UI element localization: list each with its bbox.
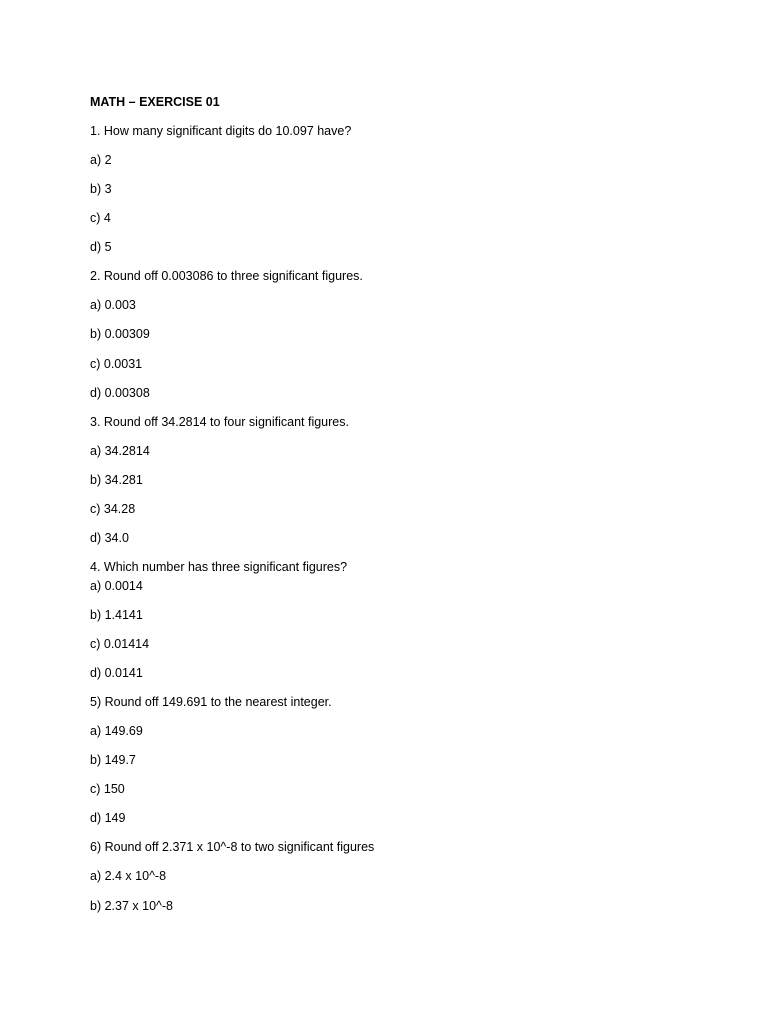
question-2-option-c: c) 0.0031 [90,357,143,371]
question-6-option-a: a) 2.4 x 10^-8 [90,869,167,883]
question-5-option-d: d) 149 [90,811,126,825]
question-1-text: 1. How many significant digits do 10.097 have? [90,124,352,138]
document-title: MATH – EXERCISE 01 [90,95,220,109]
question-3-option-c: c) 34.28 [90,502,136,516]
question-4-option-d: d) 0.0141 [90,666,143,680]
question-6-option-b: b) 2.37 x 10^-8 [90,899,173,913]
question-2-option-a: a) 0.003 [90,298,136,312]
question-2-option-d: d) 0.00308 [90,386,150,400]
question-2-text: 2. Round off 0.003086 to three significant figures. [90,269,363,283]
question-4-option-a: a) 0.0014 [90,579,143,593]
question-3-text: 3. Round off 34.2814 to four significant figures. [90,415,349,429]
question-3-option-a: a) 34.2814 [90,444,150,458]
question-1-option-d: d) 5 [90,240,112,254]
question-1-option-c: c) 4 [90,211,111,225]
question-4-option-b: b) 1.4141 [90,608,143,622]
question-3-option-b: b) 34.281 [90,473,143,487]
question-2-option-b: b) 0.00309 [90,327,150,341]
question-5-option-a: a) 149.69 [90,724,143,738]
question-6-text: 6) Round off 2.371 x 10^-8 to two significant figures [90,840,375,854]
question-1-option-b: b) 3 [90,182,112,196]
question-5-option-b: b) 149.7 [90,753,136,767]
question-4-option-c: c) 0.01414 [90,637,150,651]
question-4-text: 4. Which number has three significant figures? [90,560,348,574]
question-3-option-d: d) 34.0 [90,531,129,545]
question-5-option-c: c) 150 [90,782,125,796]
question-1-option-a: a) 2 [90,153,112,167]
question-5-text: 5) Round off 149.691 to the nearest integer. [90,695,332,709]
